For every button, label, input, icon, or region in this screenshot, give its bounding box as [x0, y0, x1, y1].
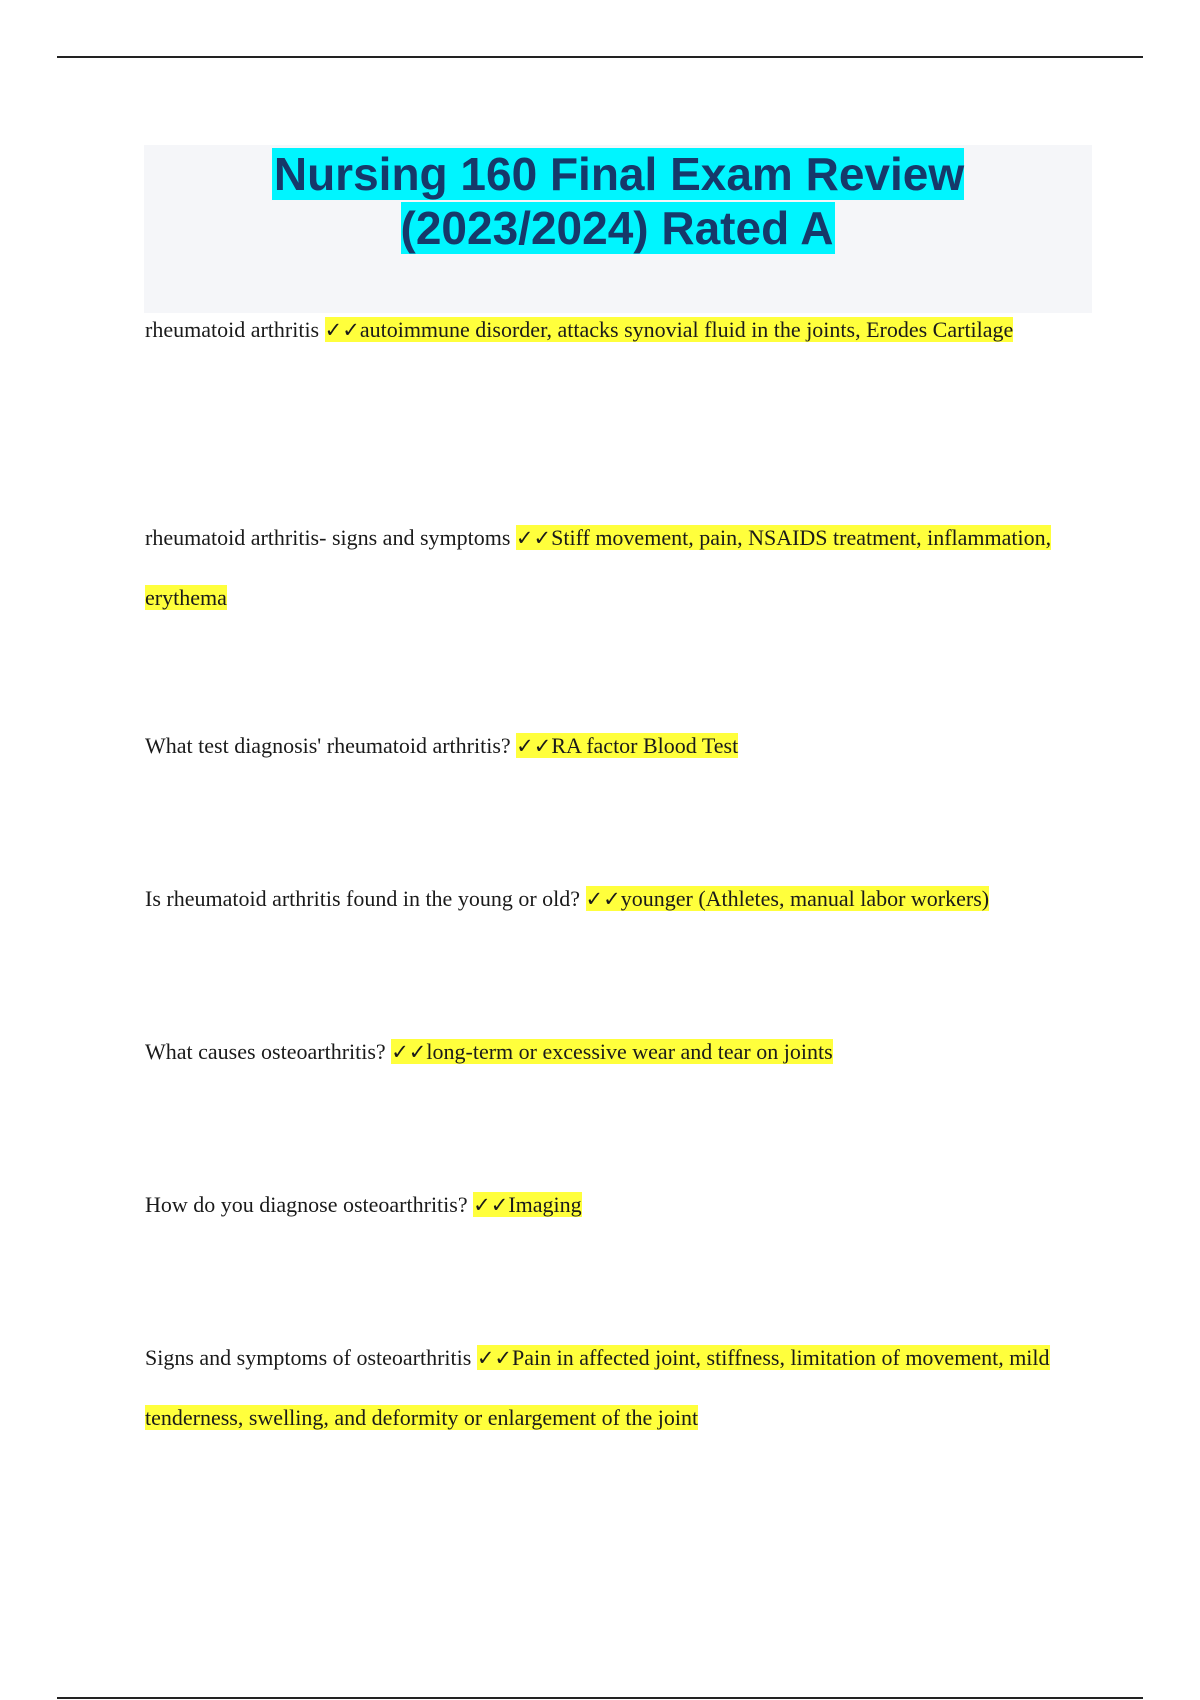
qa-item-2 — [145, 508, 1105, 628]
question-text: rheumatoid arthritis — [145, 317, 320, 342]
question-text: Is rheumatoid arthritis found in the young or old? — [145, 886, 581, 911]
question-text: rheumatoid arthritis- signs and symptoms — [145, 525, 511, 550]
question-text: Signs and symptoms of osteoarthritis — [145, 1345, 472, 1370]
question-text: How do you diagnose osteoarthritis? — [145, 1192, 468, 1217]
page-title-text: Nursing 160 Final Exam Review (2023/2024) Rated A — [273, 148, 965, 254]
check-mark-icon: ✓✓ — [516, 734, 552, 758]
page-bottom-rule — [57, 1697, 1143, 1699]
qa-item-5 — [145, 1022, 1105, 1082]
answer-highlight — [473, 1192, 582, 1217]
check-mark-icon: ✓✓ — [515, 526, 552, 550]
answer-text: Pain in affected joint, stiffness, limitation of movement, mild tenderness, swelling, and deformity or enlargement of the joint — [145, 1345, 1050, 1430]
answer-text: Stiff movement, pain, NSAIDS treatment, inflammation, erythema — [145, 525, 1052, 610]
qa-item-4 — [145, 869, 1105, 929]
page-title — [144, 147, 1092, 255]
check-mark-icon: ✓✓ — [585, 887, 621, 911]
qa-item-6 — [145, 1175, 1105, 1235]
answer-highlight — [586, 886, 990, 911]
answer-highlight — [325, 317, 1014, 342]
check-mark-icon: ✓✓ — [473, 1193, 509, 1217]
check-mark-icon: ✓✓ — [476, 1346, 513, 1370]
answer-text: younger (Athletes, manual labor workers) — [620, 886, 990, 911]
check-mark-icon: ✓✓ — [324, 318, 360, 342]
answer-highlight — [516, 733, 738, 758]
answer-text: long-term or excessive wear and tear on joints — [426, 1039, 833, 1064]
answer-text: RA factor Blood Test — [551, 733, 739, 758]
question-text: What causes osteoarthritis? — [145, 1039, 386, 1064]
answer-text: autoimmune disorder, attacks synovial fluid in the joints, Erodes Cartilage — [359, 317, 1014, 342]
answer-text: Imaging — [508, 1192, 582, 1217]
answer-highlight — [391, 1039, 832, 1064]
qa-item-1 — [145, 300, 1105, 360]
check-mark-icon: ✓✓ — [391, 1040, 427, 1064]
qa-item-3 — [145, 716, 1105, 776]
question-text: What test diagnosis' rheumatoid arthritis? — [145, 733, 511, 758]
page-top-rule — [57, 56, 1143, 58]
qa-item-7 — [145, 1328, 1105, 1448]
